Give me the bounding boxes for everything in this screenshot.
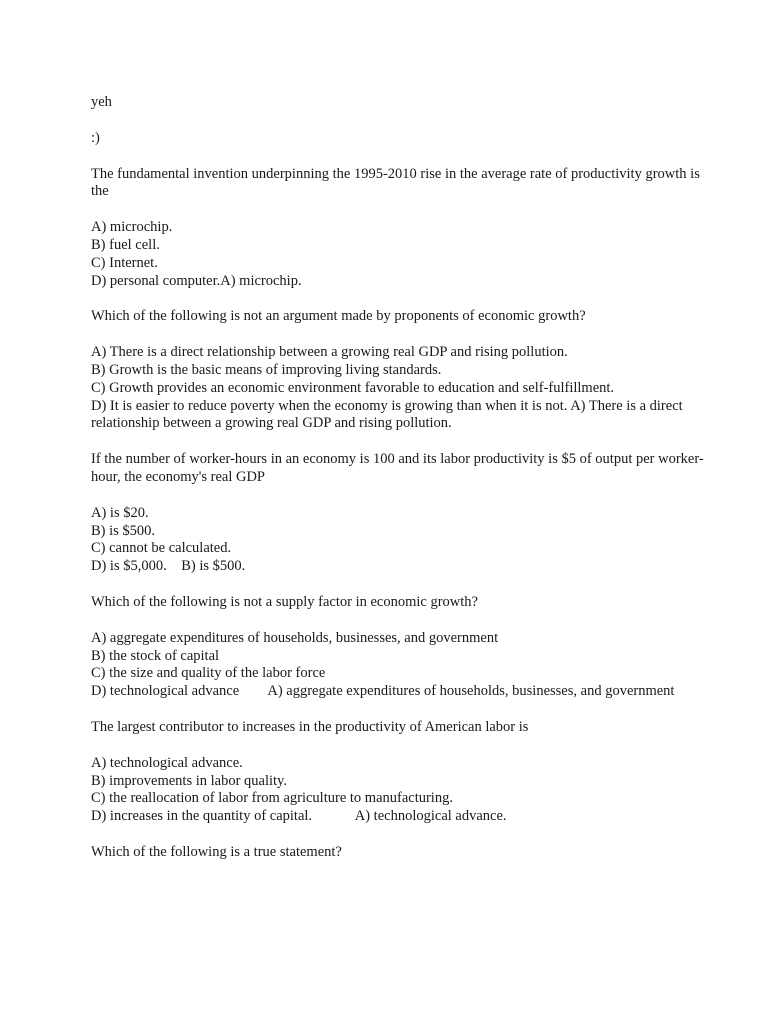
- answer-option: B) the stock of capital: [91, 647, 220, 664]
- answer-options: [91, 505, 708, 576]
- question-stem: The fundamental invention underpinning the 1995-2010 rise in the average rate of productivity growth is the: [91, 165, 704, 200]
- answer-option: B) Growth is the basic means of improving living standards.: [91, 361, 442, 378]
- answer-option: A) technological advance.: [91, 754, 243, 771]
- answer-option: D) technological advance A) aggregate expenditures of households, businesses, and government: [91, 683, 675, 700]
- question-stem: Which of the following is not a supply factor in economic growth?: [91, 593, 478, 610]
- answer-option: C) the reallocation of labor from agriculture to manufacturing.: [91, 790, 453, 807]
- question-stem: Which of the following is a true statement?: [91, 843, 342, 860]
- answer-options: [91, 630, 708, 701]
- answer-option: B) fuel cell.: [91, 236, 160, 253]
- answer-option: A) There is a direct relationship between a growing real GDP and rising pollution.: [91, 344, 568, 361]
- answer-option: D) personal computer.A) microchip.: [91, 272, 302, 289]
- answer-option: D) is $5,000. B) is $500.: [91, 558, 246, 575]
- answer-option: D) It is easier to reduce poverty when the economy is growing than when it is not. A) There is a direct relationship between a growing real GDP and rising pollution.: [91, 397, 687, 432]
- answer-option: A) aggregate expenditures of households, businesses, and government: [91, 629, 499, 646]
- answer-option: A) is $20.: [91, 504, 149, 521]
- answer-option: B) improvements in labor quality.: [91, 772, 287, 789]
- answer-option: A) microchip.: [91, 219, 173, 236]
- answer-options: [91, 755, 708, 826]
- answer-option: C) Growth provides an economic environment favorable to education and self-fulfillment.: [91, 379, 615, 396]
- intro-line: yeh: [91, 94, 112, 110]
- answer-option: D) increases in the quantity of capital. A) technological advance.: [91, 808, 507, 825]
- question-stem: The largest contributor to increases in the productivity of American labor is: [91, 718, 529, 735]
- answer-options: [91, 344, 708, 433]
- question-stem: Which of the following is not an argument made by proponents of economic growth?: [91, 308, 586, 325]
- question-stem: If the number of worker-hours in an economy is 100 and its labor productivity is $5 of output per worker-hour, the economy's real GDP: [91, 451, 704, 485]
- answer-option: B) is $500.: [91, 522, 156, 539]
- answer-option: C) the size and quality of the labor force: [91, 665, 326, 682]
- intro-line: :): [91, 129, 100, 146]
- answer-option: C) cannot be calculated.: [91, 540, 232, 557]
- answer-options: [91, 219, 708, 290]
- answer-option: C) Internet.: [91, 254, 158, 271]
